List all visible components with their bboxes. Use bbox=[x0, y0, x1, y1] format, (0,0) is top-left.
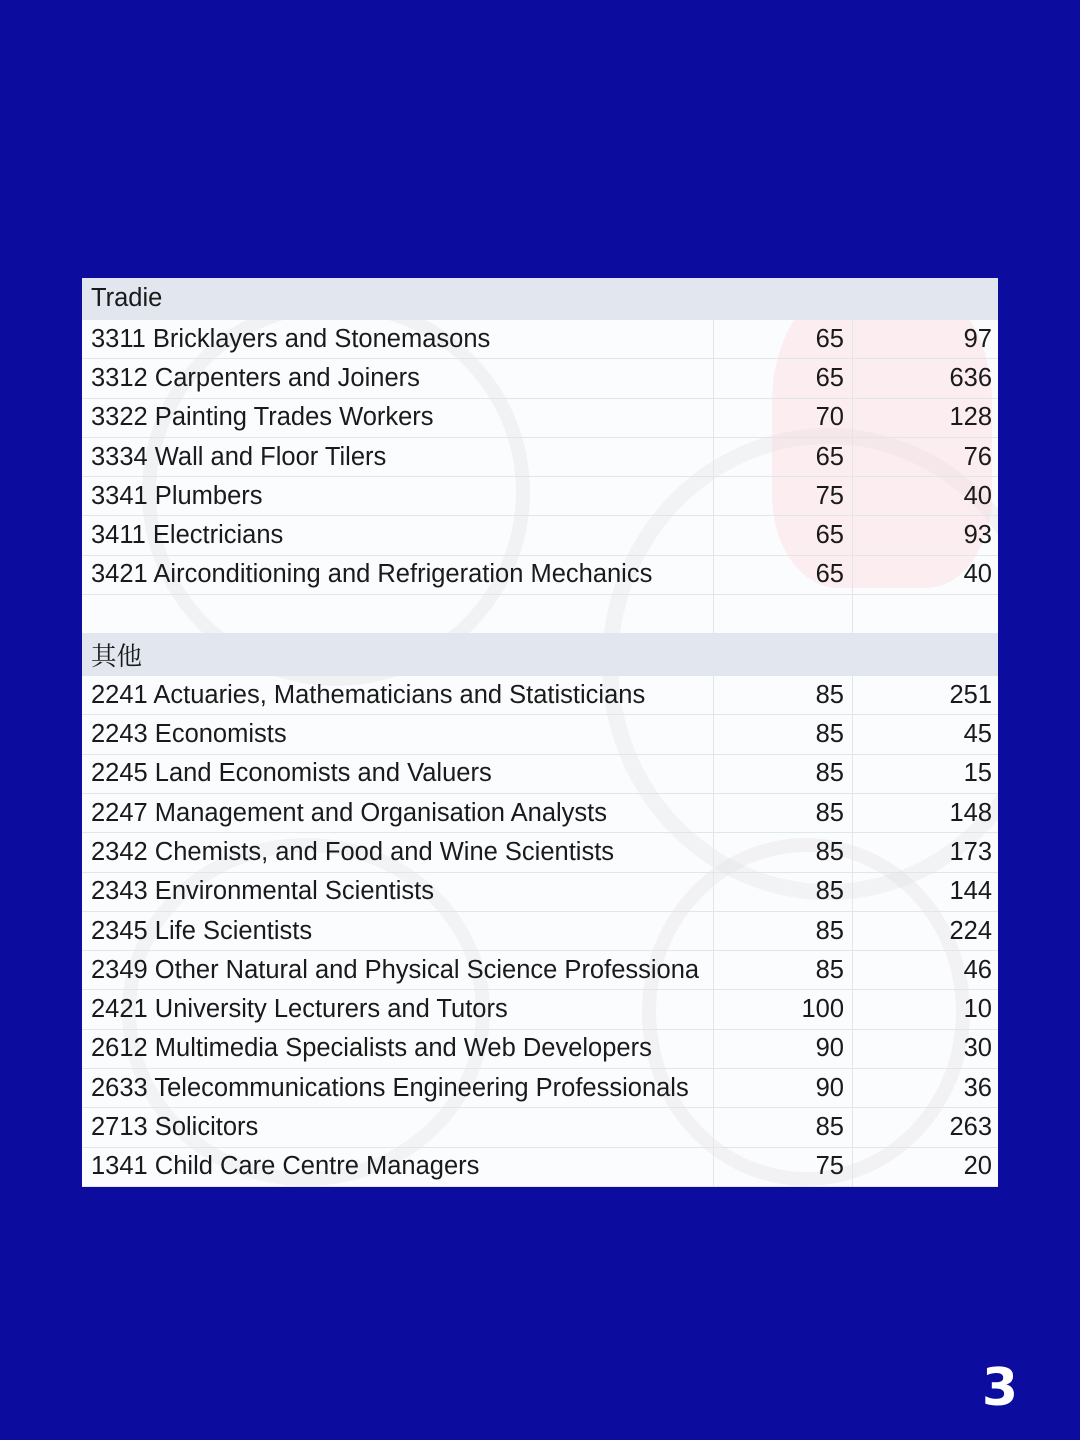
value1-cell: 85 bbox=[714, 833, 853, 871]
table-row bbox=[82, 873, 998, 912]
value1-cell: 90 bbox=[714, 1069, 853, 1107]
occupation-cell: 2633 Telecommunications Engineering Professionals bbox=[82, 1069, 714, 1107]
occupation-cell: 2241 Actuaries, Mathematicians and Statisticians bbox=[82, 676, 714, 714]
value2-cell: 10 bbox=[963, 995, 992, 1024]
value2-cell: 128 bbox=[949, 403, 992, 432]
value2-cell: 251 bbox=[949, 680, 992, 709]
table-row bbox=[82, 359, 998, 398]
value1-cell: 75 bbox=[714, 477, 853, 515]
value2-cell: 97 bbox=[963, 324, 992, 353]
value1-cell: 70 bbox=[714, 399, 853, 437]
value2-cell: 76 bbox=[963, 442, 992, 471]
table-row bbox=[82, 516, 998, 555]
occupation-cell: 3312 Carpenters and Joiners bbox=[82, 359, 714, 397]
value2-cell: 30 bbox=[963, 1034, 992, 1063]
value2-cell: 636 bbox=[949, 363, 992, 392]
value1-cell: 85 bbox=[714, 1108, 853, 1146]
value2-cell: 93 bbox=[963, 521, 992, 550]
table-row bbox=[82, 951, 998, 990]
section-title: Tradie bbox=[91, 284, 163, 312]
value1-cell: 65 bbox=[714, 320, 853, 358]
table-row bbox=[82, 1108, 998, 1147]
page-number: 3 bbox=[981, 1358, 1018, 1418]
value1-cell: 65 bbox=[714, 359, 853, 397]
value2-cell: 20 bbox=[963, 1152, 992, 1181]
table-body bbox=[82, 278, 998, 1187]
occupation-cell: 1341 Child Care Centre Managers bbox=[82, 1148, 714, 1186]
value1-cell: 65 bbox=[714, 556, 853, 594]
occupation-cell: 2713 Solicitors bbox=[82, 1108, 714, 1146]
value2-cell: 15 bbox=[963, 759, 992, 788]
occupation-cell: 2247 Management and Organisation Analysts bbox=[82, 794, 714, 832]
value2-cell: 144 bbox=[949, 877, 992, 906]
table-row bbox=[82, 1030, 998, 1069]
occupation-cell: 2612 Multimedia Specialists and Web Developers bbox=[82, 1030, 714, 1068]
table-row bbox=[82, 755, 998, 794]
occupation-cell: 3311 Bricklayers and Stonemasons bbox=[82, 320, 714, 358]
value1-cell: 85 bbox=[714, 794, 853, 832]
value1-cell: 85 bbox=[714, 715, 853, 753]
occupation-cell: 2243 Economists bbox=[82, 715, 714, 753]
value1-cell: 85 bbox=[714, 873, 853, 911]
value1-cell: 65 bbox=[714, 516, 853, 554]
value1-cell: 85 bbox=[714, 951, 853, 989]
occupation-cell: 2343 Environmental Scientists bbox=[82, 873, 714, 911]
value1-cell: 90 bbox=[714, 1030, 853, 1068]
value2-cell: 45 bbox=[963, 720, 992, 749]
occupation-cell: 3421 Airconditioning and Refrigeration Mechanics bbox=[82, 556, 714, 594]
table-row bbox=[82, 794, 998, 833]
value2-cell: 148 bbox=[949, 798, 992, 827]
value1-cell: 85 bbox=[714, 912, 853, 950]
table-row bbox=[82, 833, 998, 872]
section-header bbox=[82, 278, 998, 320]
table-row bbox=[82, 556, 998, 595]
value1-cell: 85 bbox=[714, 755, 853, 793]
occupation-cell: 2345 Life Scientists bbox=[82, 912, 714, 950]
table-row bbox=[82, 676, 998, 715]
occupation-cell: 3322 Painting Trades Workers bbox=[82, 399, 714, 437]
table-row bbox=[82, 990, 998, 1029]
section-header bbox=[82, 634, 998, 676]
value1-cell: 75 bbox=[714, 1148, 853, 1186]
table-row bbox=[82, 1148, 998, 1187]
value2-cell: 40 bbox=[963, 560, 992, 589]
occupation-cell: 2342 Chemists, and Food and Wine Scientists bbox=[82, 833, 714, 871]
occupation-table bbox=[82, 278, 998, 1187]
blank-row bbox=[82, 595, 998, 634]
table-row bbox=[82, 715, 998, 754]
occupation-cell: 2245 Land Economists and Valuers bbox=[82, 755, 714, 793]
occupation-cell: 2421 University Lecturers and Tutors bbox=[82, 990, 714, 1028]
value1-cell: 85 bbox=[714, 676, 853, 714]
value2-cell: 263 bbox=[949, 1112, 992, 1141]
value2-cell: 46 bbox=[963, 955, 992, 984]
value1-cell: 100 bbox=[714, 990, 853, 1028]
table-row bbox=[82, 912, 998, 951]
value2-cell: 40 bbox=[963, 481, 992, 510]
table-row bbox=[82, 320, 998, 359]
occupation-cell: 3411 Electricians bbox=[82, 516, 714, 554]
section-title: 其他 bbox=[91, 642, 143, 671]
value2-cell: 36 bbox=[963, 1073, 992, 1102]
table-row bbox=[82, 438, 998, 477]
value2-cell: 224 bbox=[949, 916, 992, 945]
occupation-cell: 2349 Other Natural and Physical Science Professiona bbox=[82, 951, 714, 989]
value2-cell: 173 bbox=[949, 837, 992, 866]
occupation-cell: 3334 Wall and Floor Tilers bbox=[82, 438, 714, 476]
table-row bbox=[82, 477, 998, 516]
table-row bbox=[82, 1069, 998, 1108]
table-row bbox=[82, 399, 998, 438]
occupation-cell: 3341 Plumbers bbox=[82, 477, 714, 515]
value1-cell: 65 bbox=[714, 438, 853, 476]
